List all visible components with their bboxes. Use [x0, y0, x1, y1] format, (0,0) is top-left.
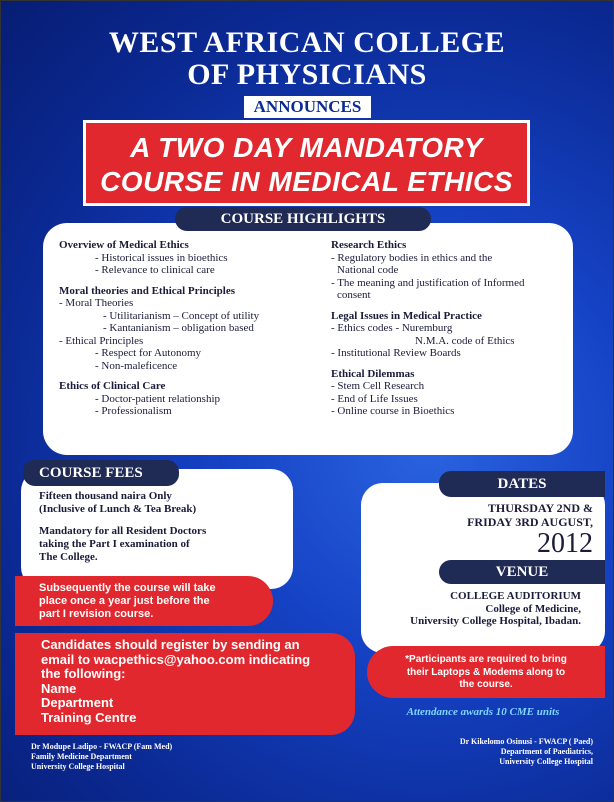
- headline-line-2: COURSE IN MEDICAL ETHICS: [100, 166, 513, 197]
- list-item: - Moral Theories: [59, 297, 134, 309]
- contact-line: Department of Paediatrics,: [500, 747, 593, 756]
- title-line-2: OF PHYSICIANS: [187, 58, 427, 91]
- date-line: THURSDAY 2ND &: [487, 501, 593, 515]
- venue-line: College of Medicine,: [485, 602, 581, 615]
- fee-line: (Inclusive of Lunch & Tea Break): [39, 503, 197, 515]
- register-line: the following:: [41, 666, 126, 681]
- section-title: Ethics of Clinical Care: [59, 380, 166, 392]
- list-item: National code: [337, 264, 399, 276]
- course-highlights-label: COURSE HIGHLIGHTS: [175, 207, 431, 231]
- course-fees-label: COURSE FEES: [23, 460, 179, 486]
- register-item: Name: [41, 680, 77, 696]
- list-item: - Ethical Principles: [59, 334, 144, 347]
- contact-line: University College Hospital: [499, 757, 593, 766]
- section-title: Legal Issues in Medical Practice: [331, 309, 482, 322]
- title-line-1: WEST AFRICAN COLLEGE: [108, 26, 506, 59]
- date-year: 2012: [537, 528, 593, 559]
- note-line: Subsequently the course will take: [39, 582, 216, 594]
- participants-notice: [367, 646, 605, 698]
- venue-line: COLLEGE AUDITORIUM: [450, 590, 581, 602]
- list-item: N.M.A. code of Ethics: [415, 334, 515, 347]
- venue-label: VENUE: [439, 560, 605, 584]
- contact-line: Dr Kikelomo Osinusi - FWACP ( Paed): [459, 737, 593, 746]
- contact-line: Dr Modupe Ladipo - FWACP (Fam Med): [31, 742, 173, 751]
- register-item: Department: [41, 695, 114, 710]
- list-item: - Stem Cell Research: [331, 380, 425, 392]
- list-item: - Institutional Review Boards: [331, 347, 461, 359]
- headline-line-1: A TWO DAY MANDATORY: [130, 132, 483, 163]
- section-title: Moral theories and Ethical Principles: [59, 284, 235, 297]
- dates-label: DATES: [439, 471, 605, 497]
- list-item: - The meaning and justification of Informed: [331, 276, 525, 289]
- contact-left: [31, 742, 271, 772]
- section-title: Ethical Dilemmas: [331, 367, 415, 380]
- contact-line: Family Medicine Department: [31, 752, 132, 761]
- list-item: - Regulatory bodies in ethics and the: [331, 251, 493, 264]
- register-line: Candidates should register by sending an: [41, 637, 300, 652]
- venue-line: University College Hospital, Ibadan.: [410, 615, 581, 627]
- contact-line: University College Hospital: [31, 762, 125, 771]
- list-item: - Relevance to clinical care: [95, 264, 215, 276]
- schedule-note: [15, 576, 273, 626]
- contact-right: [387, 737, 593, 767]
- date-line: FRIDAY 3RD AUGUST,: [467, 515, 593, 529]
- list-item: - Utilitarianism – Concept of utility: [103, 309, 260, 322]
- highlights-left-column: [59, 239, 314, 418]
- list-item: - Ethics codes - Nuremburg: [331, 322, 453, 334]
- register-line: email to wacpethics@yahoo.com indicating: [41, 651, 311, 667]
- list-item: consent: [337, 289, 371, 301]
- dates-text: [365, 501, 593, 559]
- section-title: Research Ethics: [331, 239, 407, 251]
- college-title: [1, 27, 613, 91]
- fees-text: [39, 490, 289, 564]
- fee-line: The College.: [39, 551, 98, 563]
- register-item: Training Centre: [41, 709, 137, 725]
- list-item: - Respect for Autonomy: [95, 347, 202, 359]
- notice-line: their Laptops & Modems along to: [406, 666, 566, 678]
- list-item: - Historical issues in bioethics: [95, 251, 228, 264]
- venue-text: [361, 590, 581, 628]
- cme-award-text: Attendance awards 10 CME units: [406, 706, 560, 718]
- notice-line: the course.: [459, 679, 513, 690]
- fee-line: taking the Part I examination of: [39, 538, 190, 550]
- highlights-right-column: [331, 239, 567, 418]
- fee-line: Fifteen thousand naira Only: [39, 490, 172, 502]
- list-item: - Doctor-patient relationship: [95, 392, 221, 405]
- note-line: part I revision course.: [39, 608, 154, 620]
- registration-box: [15, 633, 355, 735]
- section-title: Overview of Medical Ethics: [59, 239, 189, 251]
- list-item: - Professionalism: [95, 405, 172, 417]
- list-item: - Non-maleficence: [95, 359, 178, 372]
- list-item: - End of Life Issues: [331, 392, 418, 405]
- list-item: - Online course in Bioethics: [331, 405, 455, 417]
- headline-banner: [83, 120, 530, 206]
- announces-label: ANNOUNCES: [244, 96, 371, 118]
- list-item: - Kantanianism – obligation based: [103, 322, 254, 334]
- note-line: place once a year just before the: [39, 595, 210, 607]
- notice-line: *Participants are required to bring: [405, 654, 567, 665]
- fee-line: Mandatory for all Resident Doctors: [39, 525, 207, 537]
